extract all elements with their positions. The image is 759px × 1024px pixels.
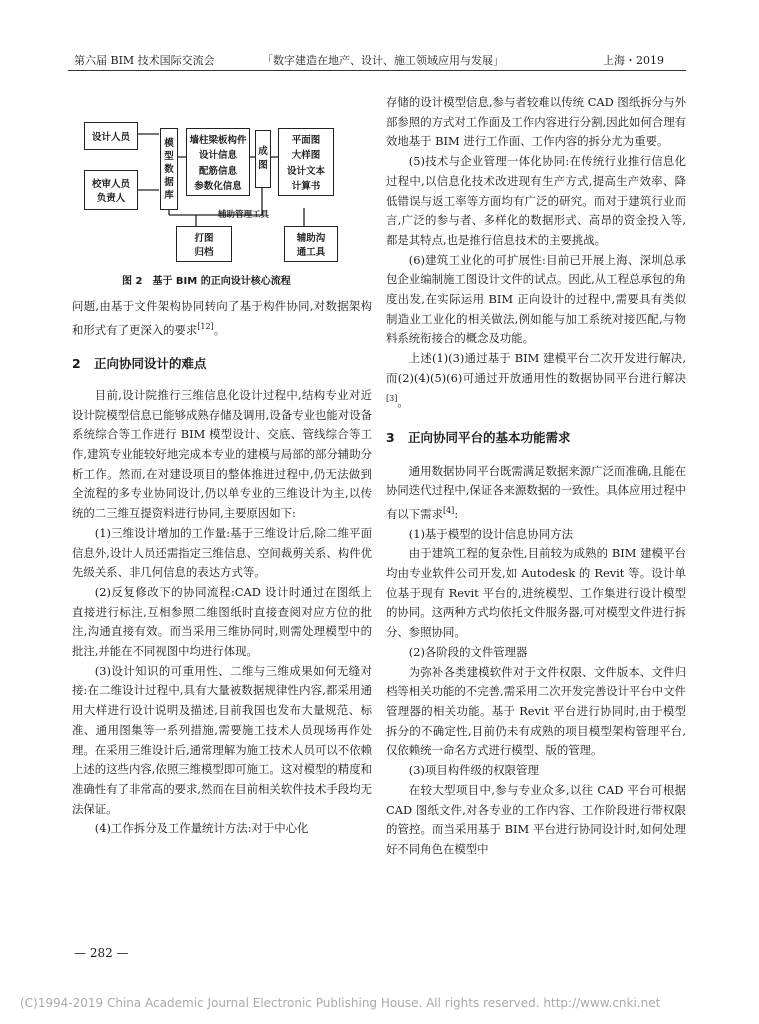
paragraph: [386, 462, 686, 525]
paragraph: [72, 297, 372, 340]
paragraph: [386, 349, 686, 412]
section-number: 2: [72, 356, 81, 372]
paragraph: 由于建筑工程的复杂性,目前较为成熟的 BIM 建模平台均由专业软件公司开发,如 Autodesk 的 Revit 等。设计单位基于现有 Revit 平台的,进统模型、工作集进行设计模型的协同。这两种方式均依托文件服务器,可对模型文件进行拆分、参照协同。: [386, 546, 686, 640]
paragraph-text: 上述(1)(3)通过基于 BIM 建模平台二次开发进行解决,而(2)(4)(5)(6)可通过开放通用性的数据协同平台进行解决: [386, 351, 686, 385]
db-item: 设计信息: [198, 150, 237, 162]
db-item: 配筋信息: [198, 165, 237, 177]
punctuation: 。: [397, 394, 409, 409]
left-column: [72, 297, 372, 839]
box-result: 成图: [255, 130, 271, 188]
header-location: 上海・2019: [603, 54, 664, 67]
punctuation: :: [454, 506, 459, 521]
paragraph: (2)反复修改下的协同流程:CAD 设计时通过在图纸上直接进行标注,互相参照二维图纸时直接查阅对应方位的批注,沟通直接有效。而当采用三维协同时,则需处理模型中的批注,并能在不同视图中均进行体现。: [72, 584, 372, 659]
box-reviewers: 校审人员 负责人: [84, 170, 138, 210]
header-rule: [68, 70, 686, 71]
box-print-archive: 打图 归档: [176, 226, 232, 262]
aux-tools-label: 辅助管理工具: [218, 210, 270, 220]
output-item: 计算书: [291, 181, 321, 193]
punctuation: 。: [213, 322, 226, 337]
box-outputs: [278, 128, 334, 196]
subheading: (1)基于模型的设计信息协同方法: [408, 526, 574, 541]
paragraph: (6)建筑工业化的可扩展性:目前已开展上海、深圳总承包企业编制施工图设计文件的试点。因此,从工程总承包的角度出发,在实际运用 BIM 正向设计的过程中,需要具有类似制造业工业化的相关做法,例如能与加工系统对接匹配,与物料系统衔接合的概念及功能。: [386, 252, 686, 346]
subheading: (3)项目构件级的权限管理: [408, 763, 539, 778]
paragraph-text: 通用数据协同平台既需满足数据来源广泛而准确,且能在协同迭代过程中,保证各来源数据的一致性。具体应用过程中有以下需求: [386, 463, 686, 521]
header-conference: 第六届 BIM 技术国际交流会: [74, 54, 215, 67]
output-item: 设计文本: [286, 165, 325, 177]
figure-caption: 图 2 基于 BIM 的正向设计核心流程: [122, 276, 291, 287]
citation: [12]: [197, 321, 214, 331]
section-number: 3: [386, 430, 395, 446]
header-topic: 「数字建造在地产、设计、施工领域应用与发展」: [262, 54, 504, 67]
paragraph: (3)设计知识的可重用性、二维与三维成果如何无缝对接:在二维设计过程中,具有大量被数据规律性内容,都采用通用大样进行设计说明及描述,目前我国也发布大量规范、标准、通用图集等一系列措施,需要施工技术人员现场再作处理。在采用三维设计后,通常理解为施工技术人员可以不依赖上述的这些内容,依照三维模型即可施工。这对模型的精度和准确性有了非常高的要求,然而在目前相关软件技术手段均无法保证。: [72, 663, 372, 816]
output-item: 平面图: [291, 134, 321, 146]
box-communication-tools: 辅助沟 通工具: [284, 226, 338, 262]
copyright-footer: (C)1994-2019 China Academic Journal Electronic Publishing House. All rights reserved. http://www.cnki.net: [20, 996, 661, 1010]
output-item: 大样图: [291, 150, 321, 162]
db-item: 墙柱梁板构件: [189, 134, 247, 146]
section-heading-3: [386, 428, 686, 448]
box-database-items: [186, 128, 250, 196]
right-column: [386, 93, 686, 860]
paragraph: (1)三维设计增加的工作量:基于三维设计后,除二维平面信息外,设计人员还需指定三维信息、空间裁剪关系、构件优先级关系、非几何信息的表达方式等。: [72, 525, 372, 580]
subheading: (2)各阶段的文件管理器: [408, 644, 528, 659]
section-heading-2: [72, 354, 372, 374]
box-designers: 设计人员: [84, 122, 138, 150]
paragraph: 为弥补各类建模软件对于文件权限、文件版本、文件归档等相关功能的不完善,需采用二次开发完善设计平台中文件管理器的相关功能。基于 Revit 平台进行协同时,由于模型拆分的不确定性,目前仍未有成熟的项目模型架构管理平台,仅依赖统一命名方式进行模型、版的管理。: [386, 664, 686, 758]
paragraph: (5)技术与企业管理一体化协同:在传统行业推行信息化过程中,以信息化技术改进现有生产方式,提高生产效率、降低错误与返工率等方面均有广泛的研究。而对于建筑行业而言,广泛的参与者、多样化的数据形式、高昂的资金投入等,都是其特点,也是推行信息技术的主要挑战。: [386, 154, 686, 247]
section-title: 正向协同设计的难点: [94, 356, 207, 372]
page-number: — 282 —: [74, 946, 129, 960]
citation: [4]: [442, 506, 455, 516]
paragraph: 目前,设计院推行三维信息化设计过程中,结构专业对近设计院模型信息已能够成熟存储及调用,设备专业也能对设备系统综合等工作进行 BIM 模型设计、交底、管线综合等工作,建筑专业能较好地完成本专业的建模与局部的部分辅助分析工作。然而,在对建设项目的整体推进过程中,仍无法做到全流程的多专业协同设计,仍以单专业的三维设计为主,以传统的二三维互提资料进行协同,主要原因如下:: [72, 387, 372, 521]
paragraph: 存储的设计模型信息,参与者较难以传统 CAD 图纸拆分与外部参照的方式对工作面及工作内容进行分割,因此如何合理有效地基于 BIM 进行工作面、工作内容的拆分尤为重要。: [386, 95, 686, 149]
db-item: 参数化信息: [194, 181, 242, 193]
paragraph-text: 问题,由基于文件架构协同转向了基于构件协同,对数据架构和形式有了更深入的要求: [72, 299, 372, 337]
citation: [3]: [386, 393, 398, 403]
section-title: 正向协同平台的基本功能需求: [408, 430, 571, 446]
paragraph: (4)工作拆分及工作量统计方法:对于中心化: [94, 821, 309, 836]
box-model-database: 模型数据库: [160, 128, 178, 210]
paragraph: 在较大型项目中,参与专业众多,以往 CAD 平台可根据 CAD 图纸文件,对各专业的工作内容、工作阶段进行带权限的管控。而当采用基于 BIM 平台进行协同设计时,如何处理好不同角色在模型中: [386, 782, 686, 856]
